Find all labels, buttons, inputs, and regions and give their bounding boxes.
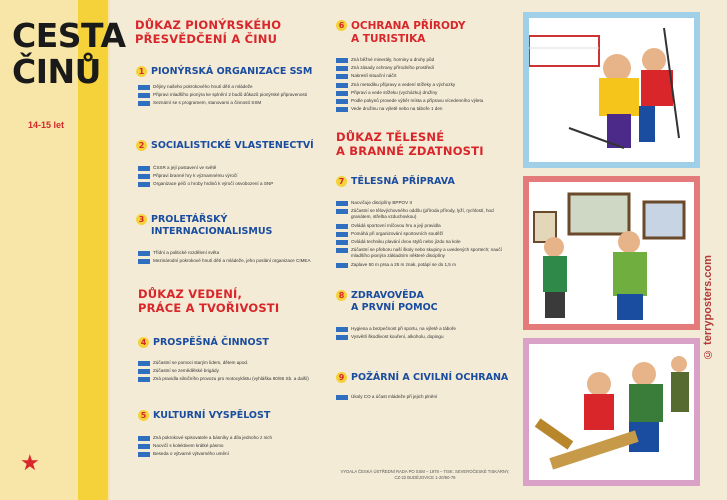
list-item: Zaplave 50 m prsa a 25 m znak, potápí se do 1,5 m <box>336 262 506 268</box>
section-title: SOCIALISTICKÉ VLASTENECTVÍ <box>151 140 314 151</box>
section-title: PIONÝRSKÁ ORGANIZACE SSM <box>151 66 313 77</box>
list-item: Beseda o výtvarné výtvarného umění <box>138 451 313 457</box>
list-item: Zná pravidla silničního provozu pro motocyklistu (vyhláška 80/66 Sb. a další) <box>138 376 313 382</box>
heading-line: DŮKAZ TĚLESNÉ <box>336 130 445 144</box>
section-number: 4 <box>138 337 149 348</box>
checkbox-icon <box>138 361 150 366</box>
checkbox-icon <box>138 436 150 441</box>
checkbox-icon <box>138 182 150 187</box>
section-title: PROSPĚŠNÁ ČINNOST <box>153 337 269 348</box>
list-item: Připravi mladšího pionýra ke splnění 2 budů důkazů pionýrské připravenosti <box>138 92 313 98</box>
heading-line: PŘESVĚDČENÍ A ČINU <box>135 32 278 46</box>
illustration-gallery <box>523 176 700 330</box>
age-label: 14-15 let <box>28 120 65 130</box>
checkbox-icon <box>336 91 348 96</box>
checkbox-icon <box>138 101 150 106</box>
section-number: 3 <box>136 214 147 225</box>
list-item: Vede družinu na výletě nebo na táboře 1 den <box>336 106 506 112</box>
list-item: Zúčastní se tělovýchovného oddílu (příroda přírody, lyží, rychlostí, hod granátem, střelba vzduchovkou) <box>336 208 506 220</box>
section-7 <box>336 176 455 188</box>
section-6 <box>336 20 465 46</box>
heading-vedeni <box>138 287 279 315</box>
illustration-hockey <box>523 12 700 168</box>
section-9-items <box>336 394 506 402</box>
checkbox-icon <box>336 263 348 268</box>
checkbox-icon <box>336 327 348 332</box>
section-title: PROLETÁŘSKÝ INTERNACIONALISMUS <box>151 214 273 237</box>
section-4-items <box>138 360 313 385</box>
section-number: 6 <box>336 20 347 31</box>
heading-pionyr <box>135 18 281 46</box>
checkbox-icon <box>336 248 348 253</box>
section-number: 8 <box>336 290 347 301</box>
poster-title <box>12 18 126 90</box>
list-item: Zná zásady ochrany přírodního prostředí <box>336 65 506 71</box>
checkbox-icon <box>336 240 348 245</box>
section-number: 5 <box>138 410 149 421</box>
checkbox-icon <box>138 166 150 171</box>
heading-line: DŮKAZ PIONÝRSKÉHO <box>135 18 282 32</box>
list-item: Vysvětlí škodlivost kouření, alkoholu, dopingu <box>336 334 506 340</box>
section-title: TĚLESNÁ PŘÍPRAVA <box>351 176 455 187</box>
illustration-woodwork <box>523 338 700 486</box>
woodcutting-boys-illustration <box>529 344 694 480</box>
checkbox-icon <box>336 58 348 63</box>
list-item: Zúčastní se přeboru naší školy nebo skupiny a uvedených sportech; naučí mladšího pionýra základním některé disciplíny <box>336 247 506 259</box>
section-8-items <box>336 326 506 342</box>
checkbox-icon <box>138 85 150 90</box>
section-3 <box>136 214 272 238</box>
section-2-items <box>138 165 313 190</box>
list-item: Třídní a politické rozdělení světa <box>138 250 313 256</box>
list-item: Úkoly CO a účast mládeže při jejich plnění <box>336 394 506 400</box>
section-6-items <box>336 57 506 114</box>
list-item: Dějiny našeho pokrokového hnutí dětí a mládeže <box>138 84 313 90</box>
checkbox-icon <box>336 74 348 79</box>
checkbox-icon <box>138 452 150 457</box>
section-5 <box>138 410 270 422</box>
title-line-1: CESTA <box>12 16 126 55</box>
list-item: Seznámí se s programem, stanovami a činností SSM <box>138 100 313 106</box>
section-3-items <box>138 250 313 266</box>
imprint: VYDALA ČESKÁ ÚSTŘEDNÍ RADA PO SSM – 1978 – TISK: SEVEROČESKÉ TISKÁRNY, CZ-22 BUDĚJOVICE 1-20/60-78 <box>340 469 510 480</box>
section-title: POŽÁRNÍ A CIVILNÍ OCHRANA <box>351 372 509 383</box>
section-2 <box>136 140 314 152</box>
checkbox-icon <box>336 66 348 71</box>
checkbox-icon <box>336 99 348 104</box>
checkbox-icon <box>336 83 348 88</box>
section-number: 7 <box>336 176 347 187</box>
list-item: Zná metodiku přípravy a vedení stížeky a výchozky <box>336 82 506 88</box>
heading-line: DŮKAZ VEDENÍ, <box>138 287 243 301</box>
list-item: Podle pokynů provede výběr místa a přípravu vícedenního výletu <box>336 98 506 104</box>
section-8 <box>336 290 438 314</box>
hockey-players-illustration <box>529 18 694 162</box>
list-item: Zúčastní se pomoci starým lidem, dětem apod. <box>138 360 313 366</box>
checkbox-icon <box>138 444 150 449</box>
checkbox-icon <box>138 174 150 179</box>
section-9 <box>336 372 508 384</box>
checkbox-icon <box>138 369 150 374</box>
section-title: KULTURNÍ VYSPĚLOST <box>153 410 271 421</box>
section-title: OCHRANA PŘÍRODY A TURISTIKA <box>351 20 466 45</box>
list-item: Nacvičí s kolektivem krátké pásmo <box>138 443 313 449</box>
section-number: 9 <box>336 372 347 383</box>
heading-line: A BRANNÉ ZDATNOSTI <box>336 144 484 158</box>
list-item: Zná běžné minerály, horniny a druhy půd <box>336 57 506 63</box>
section-7-items <box>336 200 506 270</box>
checkbox-icon <box>336 395 348 400</box>
heading-line: PRÁCE A TVOŘIVOSTI <box>138 301 280 315</box>
section-number: 2 <box>136 140 147 151</box>
checkbox-icon <box>138 93 150 98</box>
list-item: ČSSR a její postavení ve světě <box>138 165 313 171</box>
section-5-items <box>138 435 313 460</box>
checkbox-icon <box>138 377 150 382</box>
checkbox-icon <box>336 224 348 229</box>
section-4 <box>138 337 269 349</box>
heading-telesne <box>336 130 484 158</box>
checkbox-icon <box>138 259 150 264</box>
list-item: Připraví a vede stížeku (vycházku) družiny <box>336 90 506 96</box>
title-line-2: ČINŮ <box>12 52 101 91</box>
checkbox-icon <box>138 251 150 256</box>
list-item: Hygiena a bezpečnost při sportu, na výletě a táboře <box>336 326 506 332</box>
section-1 <box>136 66 312 78</box>
checkbox-icon <box>336 201 348 206</box>
list-item: Nacvičuje disciplíny BPPOV II <box>336 200 506 206</box>
checkbox-icon <box>336 232 348 237</box>
section-title: ZDRAVOVĚDA A PRVNÍ POMOC <box>351 290 438 313</box>
list-item: Zúčastní se zemědělské brigády <box>138 368 313 374</box>
list-item: Ovládá sportovní míčovou hru a její pravidla <box>336 223 506 229</box>
list-item: Nakreslí situační náčrt <box>336 73 506 79</box>
list-item: Pomáhá při organizování sportovních soutěží <box>336 231 506 237</box>
list-item: Mezinárodní pokrokové hnutí dětí a mládeže, jeho poslání organizace CIMEA <box>138 258 313 264</box>
checkbox-icon <box>336 335 348 340</box>
list-item: Organizace péči o hroby hrdinů k výročí osvobození a SNP <box>138 181 313 187</box>
checkbox-icon <box>336 107 348 112</box>
checkbox-icon <box>336 209 348 214</box>
red-star-icon: ★ <box>20 450 40 475</box>
list-item: Zná pokrokové spisovatele a básníky a díla jednoho z nich <box>138 435 313 441</box>
section-1-items <box>138 84 313 109</box>
gallery-visitors-illustration <box>529 182 694 324</box>
list-item: Ovládá techniku plavání dvou stylů nebo jízdu na kole <box>336 239 506 245</box>
watermark: © terryposters.com <box>702 255 714 360</box>
section-number: 1 <box>136 66 147 77</box>
list-item: Připravi branné hry k významnému výročí <box>138 173 313 179</box>
